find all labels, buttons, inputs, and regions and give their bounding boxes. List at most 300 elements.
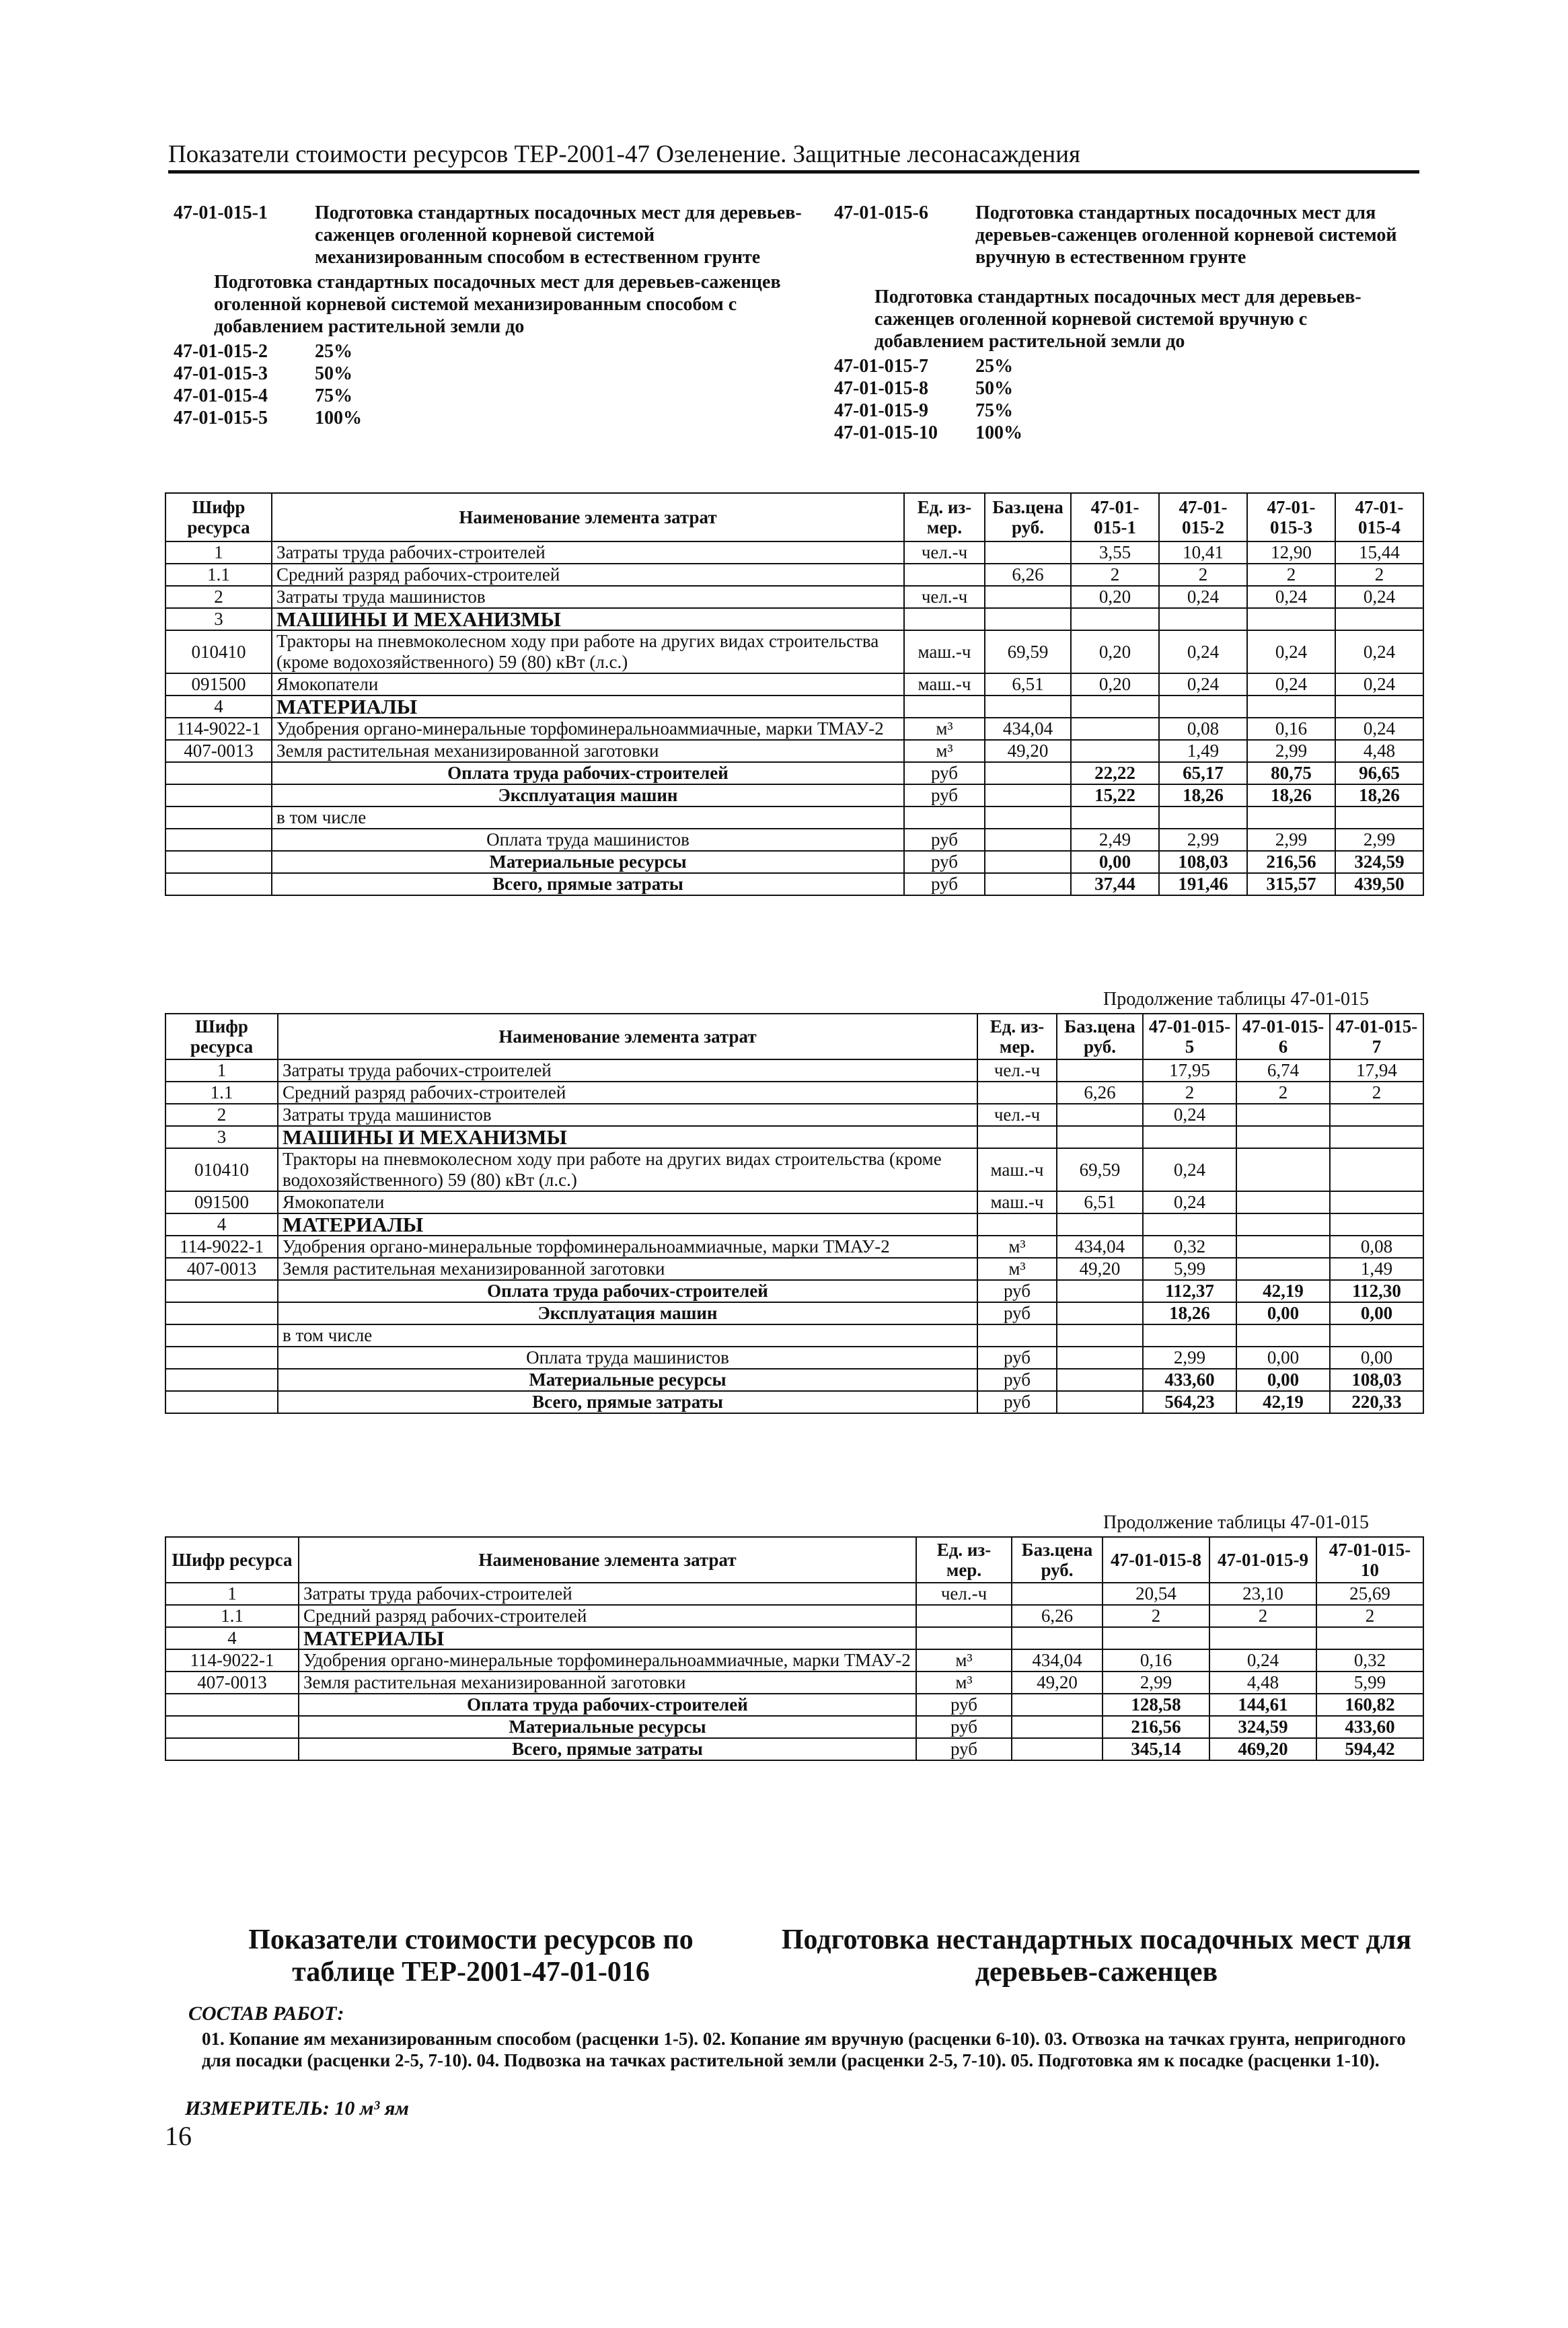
cell-code bbox=[165, 762, 272, 784]
right-variant: 47-01-015-10 100% bbox=[834, 422, 1022, 443]
cell-unit: м³ bbox=[904, 718, 985, 740]
cell-price bbox=[985, 806, 1071, 829]
cell-price bbox=[1012, 1694, 1103, 1716]
cell-value: 2,49 bbox=[1071, 829, 1159, 851]
cell-value bbox=[1330, 1213, 1423, 1236]
cell-price bbox=[1012, 1716, 1103, 1738]
header-unit: Ед. из-мер. bbox=[916, 1537, 1012, 1583]
cell-value: 0,24 bbox=[1247, 673, 1335, 696]
table-row bbox=[165, 1347, 1423, 1369]
table-row bbox=[165, 1738, 1423, 1760]
cell-price bbox=[1057, 1280, 1143, 1302]
header-unit: Ед. из-мер. bbox=[977, 1014, 1057, 1059]
table-row bbox=[165, 829, 1423, 851]
cell-code: 1.1 bbox=[165, 564, 272, 586]
cell-value: 0,08 bbox=[1159, 718, 1247, 740]
cell-code: 091500 bbox=[165, 1191, 278, 1213]
table-row bbox=[165, 1059, 1423, 1082]
cell-value: 0,16 bbox=[1103, 1649, 1209, 1672]
cell-value: 17,94 bbox=[1330, 1059, 1423, 1082]
cell-code bbox=[165, 851, 272, 873]
header-col: 47-01-015-8 bbox=[1103, 1537, 1209, 1583]
cell-value: 1,49 bbox=[1159, 740, 1247, 762]
cell-name: МАШИНЫ И МЕХАНИЗМЫ bbox=[272, 608, 904, 630]
header-code: Шифр ресурса bbox=[165, 1014, 278, 1059]
cell-price: 6,26 bbox=[1012, 1605, 1103, 1627]
cell-price bbox=[985, 762, 1071, 784]
table-row bbox=[165, 1258, 1423, 1280]
header-name: Наименование элемента затрат bbox=[299, 1537, 916, 1583]
cell-value: 1,49 bbox=[1330, 1258, 1423, 1280]
cell-value: 0,24 bbox=[1335, 630, 1423, 673]
cost-table-2 bbox=[165, 1013, 1424, 1414]
cell-value bbox=[1071, 740, 1159, 762]
cell-value: 128,58 bbox=[1103, 1694, 1209, 1716]
cell-unit: руб bbox=[916, 1738, 1012, 1760]
cell-name: в том числе bbox=[272, 806, 904, 829]
cell-code bbox=[165, 1716, 299, 1738]
cell-unit: руб bbox=[916, 1694, 1012, 1716]
cell-price bbox=[1057, 1059, 1143, 1082]
cell-price bbox=[985, 696, 1071, 718]
left-variant: 47-01-015-4 75% bbox=[174, 385, 352, 406]
cell-name: в том числе bbox=[278, 1324, 977, 1347]
cell-unit: м³ bbox=[977, 1258, 1057, 1280]
cell-value bbox=[1071, 608, 1159, 630]
cell-value bbox=[1159, 806, 1247, 829]
cell-unit: м³ bbox=[977, 1236, 1057, 1258]
right-variant: 47-01-015-9 75% bbox=[834, 400, 1013, 421]
cell-unit bbox=[904, 806, 985, 829]
cell-value bbox=[1247, 608, 1335, 630]
cell-value bbox=[1247, 806, 1335, 829]
cell-code: 010410 bbox=[165, 630, 272, 673]
cell-price bbox=[1012, 1627, 1103, 1649]
cell-value bbox=[1236, 1258, 1330, 1280]
cell-unit: руб bbox=[904, 851, 985, 873]
table-row bbox=[165, 630, 1423, 673]
cell-code bbox=[165, 1391, 278, 1413]
cell-code: 4 bbox=[165, 1213, 278, 1236]
cell-unit: маш.-ч bbox=[977, 1191, 1057, 1213]
cell-name: Затраты труда рабочих-строителей bbox=[299, 1583, 916, 1605]
table-row bbox=[165, 1148, 1423, 1191]
cell-name: Удобрения органо-минеральные торфоминеральноаммиачные, марки ТМАУ-2 bbox=[278, 1236, 977, 1258]
cell-unit: чел.-ч bbox=[904, 541, 985, 564]
cell-unit: чел.-ч bbox=[904, 586, 985, 608]
cell-name: Эксплуатация машин bbox=[278, 1302, 977, 1324]
next-table-subject: Подготовка нестандартных посадочных мест для деревьев-саженцев bbox=[781, 1924, 1412, 1988]
header-col: 47-01-015-2 bbox=[1159, 493, 1247, 541]
cell-unit: м³ bbox=[904, 740, 985, 762]
cell-code bbox=[165, 1369, 278, 1391]
table-row bbox=[165, 1391, 1423, 1413]
cost-table-1 bbox=[165, 492, 1424, 896]
cell-name: Оплата труда машинистов bbox=[278, 1347, 977, 1369]
table-row bbox=[165, 1694, 1423, 1716]
left-main-code: 47-01-015-1 bbox=[174, 202, 268, 223]
cell-code bbox=[165, 806, 272, 829]
cell-value: 216,56 bbox=[1103, 1716, 1209, 1738]
cell-code: 1 bbox=[165, 1583, 299, 1605]
cell-value: 0,24 bbox=[1247, 630, 1335, 673]
cell-name: Средний разряд рабочих-строителей bbox=[272, 564, 904, 586]
cell-price: 49,20 bbox=[985, 740, 1071, 762]
cell-unit: маш.-ч bbox=[904, 630, 985, 673]
cell-price: 49,20 bbox=[1012, 1672, 1103, 1694]
cell-name: Затраты труда машинистов bbox=[278, 1104, 977, 1126]
cell-value: 2,99 bbox=[1103, 1672, 1209, 1694]
left-variant: 47-01-015-2 25% bbox=[174, 341, 352, 362]
table-2-caption: Продолжение таблицы 47-01-015 bbox=[1103, 989, 1370, 1010]
cell-name: Тракторы на пневмоколесном ходу при работе на других видах строительства (кроме водохозяйственного) 59 (80) кВт (л.с.) bbox=[272, 630, 904, 673]
cell-value: 2 bbox=[1316, 1605, 1423, 1627]
cell-value: 144,61 bbox=[1209, 1694, 1316, 1716]
cell-value: 37,44 bbox=[1071, 873, 1159, 895]
cell-value bbox=[1335, 696, 1423, 718]
cell-price: 49,20 bbox=[1057, 1258, 1143, 1280]
cell-price: 6,51 bbox=[1057, 1191, 1143, 1213]
cost-table-3 bbox=[165, 1536, 1424, 1761]
cell-value: 18,26 bbox=[1335, 784, 1423, 806]
cell-value: 0,24 bbox=[1143, 1191, 1236, 1213]
cell-name: Материальные ресурсы bbox=[278, 1369, 977, 1391]
cell-code: 010410 bbox=[165, 1148, 278, 1191]
cell-name: МАТЕРИАЛЫ bbox=[272, 696, 904, 718]
cell-value: 0,16 bbox=[1247, 718, 1335, 740]
cell-value: 2 bbox=[1103, 1605, 1209, 1627]
cell-value: 0,24 bbox=[1335, 586, 1423, 608]
table-row bbox=[165, 564, 1423, 586]
cell-unit bbox=[904, 696, 985, 718]
cell-price bbox=[1057, 1391, 1143, 1413]
cell-value: 17,95 bbox=[1143, 1059, 1236, 1082]
cell-price: 69,59 bbox=[985, 630, 1071, 673]
table-row bbox=[165, 1126, 1423, 1148]
cell-value: 0,00 bbox=[1236, 1347, 1330, 1369]
cell-value bbox=[1071, 718, 1159, 740]
cell-value: 5,99 bbox=[1316, 1672, 1423, 1694]
cell-name: Оплата труда рабочих-строителей bbox=[299, 1694, 916, 1716]
cell-value: 4,48 bbox=[1209, 1672, 1316, 1694]
cell-value: 0,24 bbox=[1159, 673, 1247, 696]
cell-value bbox=[1159, 608, 1247, 630]
cell-name: Всего, прямые затраты bbox=[278, 1391, 977, 1413]
cell-value bbox=[1236, 1191, 1330, 1213]
cell-value: 15,44 bbox=[1335, 541, 1423, 564]
cell-name: Земля растительная механизированной заготовки bbox=[272, 740, 904, 762]
cell-unit: маш.-ч bbox=[904, 673, 985, 696]
cell-value: 191,46 bbox=[1159, 873, 1247, 895]
table-row bbox=[165, 696, 1423, 718]
cell-code bbox=[165, 1738, 299, 1760]
cell-price bbox=[1012, 1738, 1103, 1760]
cell-name: Всего, прямые затраты bbox=[272, 873, 904, 895]
cell-unit: руб bbox=[977, 1369, 1057, 1391]
cell-unit: руб bbox=[977, 1280, 1057, 1302]
cell-value: 564,23 bbox=[1143, 1391, 1236, 1413]
cell-value bbox=[1335, 806, 1423, 829]
cell-value bbox=[1071, 696, 1159, 718]
cell-code: 1.1 bbox=[165, 1605, 299, 1627]
cell-price bbox=[1012, 1583, 1103, 1605]
cell-value: 0,08 bbox=[1330, 1236, 1423, 1258]
cell-code bbox=[165, 1280, 278, 1302]
cell-value: 20,54 bbox=[1103, 1583, 1209, 1605]
cell-unit bbox=[977, 1324, 1057, 1347]
cell-value bbox=[1247, 696, 1335, 718]
cell-value: 0,24 bbox=[1159, 586, 1247, 608]
cell-value bbox=[1236, 1104, 1330, 1126]
header-col: 47-01-015-1 bbox=[1071, 493, 1159, 541]
cell-value: 469,20 bbox=[1209, 1738, 1316, 1760]
cell-value: 0,24 bbox=[1247, 586, 1335, 608]
cell-value bbox=[1143, 1213, 1236, 1236]
cell-name: Затраты труда рабочих-строителей bbox=[278, 1059, 977, 1082]
table-row bbox=[165, 784, 1423, 806]
cell-value: 6,74 bbox=[1236, 1059, 1330, 1082]
left-variant: 47-01-015-5 100% bbox=[174, 408, 362, 428]
cell-price bbox=[1057, 1126, 1143, 1148]
cell-value: 594,42 bbox=[1316, 1738, 1423, 1760]
table-row bbox=[165, 873, 1423, 895]
table-row bbox=[165, 1082, 1423, 1104]
cell-value: 0,24 bbox=[1335, 673, 1423, 696]
cell-price: 6,26 bbox=[1057, 1082, 1143, 1104]
cell-unit: чел.-ч bbox=[977, 1104, 1057, 1126]
table-row bbox=[165, 608, 1423, 630]
header-price: Баз.цена руб. bbox=[1057, 1014, 1143, 1059]
next-table-title: Показатели стоимости ресурсов по таблице ТЕР-2001-47-01-016 bbox=[248, 1924, 694, 1988]
cell-value: 2 bbox=[1209, 1605, 1316, 1627]
cell-value: 108,03 bbox=[1159, 851, 1247, 873]
cell-code: 3 bbox=[165, 1126, 278, 1148]
cell-code: 114-9022-1 bbox=[165, 1236, 278, 1258]
cell-price: 434,04 bbox=[1012, 1649, 1103, 1672]
cell-code: 1 bbox=[165, 541, 272, 564]
cell-value: 345,14 bbox=[1103, 1738, 1209, 1760]
cell-value: 2,99 bbox=[1247, 740, 1335, 762]
table-row bbox=[165, 1191, 1423, 1213]
cell-price bbox=[985, 829, 1071, 851]
table-row bbox=[165, 740, 1423, 762]
cell-code: 1.1 bbox=[165, 1082, 278, 1104]
cell-name: Средний разряд рабочих-строителей bbox=[278, 1082, 977, 1104]
sostav-label: СОСТАВ РАБОТ: bbox=[188, 2002, 344, 2025]
cell-value bbox=[1159, 696, 1247, 718]
cell-unit: чел.-ч bbox=[977, 1059, 1057, 1082]
left-description-block bbox=[174, 202, 806, 429]
cell-value: 2,99 bbox=[1247, 829, 1335, 851]
cell-value bbox=[1143, 1126, 1236, 1148]
table-row bbox=[165, 1605, 1423, 1627]
header-col: 47-01-015-6 bbox=[1236, 1014, 1330, 1059]
cell-value bbox=[1335, 608, 1423, 630]
table-row bbox=[165, 541, 1423, 564]
cell-price bbox=[1057, 1369, 1143, 1391]
table-row bbox=[165, 1213, 1423, 1236]
cell-code: 3 bbox=[165, 608, 272, 630]
left-sub-desc: Подготовка стандартных посадочных мест для деревьев-саженцев оголенной корневой системой механизированным способом с добавлением растительной земли до bbox=[214, 272, 781, 337]
cell-value bbox=[1236, 1148, 1330, 1191]
cell-code: 4 bbox=[165, 696, 272, 718]
cell-value: 433,60 bbox=[1143, 1369, 1236, 1391]
cell-value: 0,24 bbox=[1209, 1649, 1316, 1672]
cell-price: 6,51 bbox=[985, 673, 1071, 696]
cell-unit: чел.-ч bbox=[916, 1583, 1012, 1605]
cell-name: МАТЕРИАЛЫ bbox=[278, 1213, 977, 1236]
table-row bbox=[165, 1649, 1423, 1672]
cell-unit bbox=[904, 608, 985, 630]
cell-code bbox=[165, 829, 272, 851]
cell-value: 2 bbox=[1071, 564, 1159, 586]
cell-price bbox=[985, 851, 1071, 873]
cell-unit: руб bbox=[977, 1302, 1057, 1324]
cell-unit: руб bbox=[904, 873, 985, 895]
cell-value: 324,59 bbox=[1209, 1716, 1316, 1738]
cell-value: 112,37 bbox=[1143, 1280, 1236, 1302]
table-row bbox=[165, 586, 1423, 608]
cell-code bbox=[165, 1324, 278, 1347]
cell-value: 80,75 bbox=[1247, 762, 1335, 784]
cell-value: 96,65 bbox=[1335, 762, 1423, 784]
cell-price bbox=[1057, 1213, 1143, 1236]
cell-value: 0,00 bbox=[1330, 1347, 1423, 1369]
table-row bbox=[165, 673, 1423, 696]
cell-price: 6,26 bbox=[985, 564, 1071, 586]
header-code: Шифр ресурса bbox=[165, 1537, 299, 1583]
cell-value: 2 bbox=[1159, 564, 1247, 586]
cell-name: Оплата труда машинистов bbox=[272, 829, 904, 851]
cell-code: 2 bbox=[165, 1104, 278, 1126]
table-body bbox=[165, 1583, 1423, 1760]
cell-value bbox=[1236, 1213, 1330, 1236]
cell-unit bbox=[904, 564, 985, 586]
cell-code bbox=[165, 784, 272, 806]
cell-unit: маш.-ч bbox=[977, 1148, 1057, 1191]
header-unit: Ед. из-мер. bbox=[904, 493, 985, 541]
cell-value: 2,99 bbox=[1143, 1347, 1236, 1369]
header-name: Наименование элемента затрат bbox=[272, 493, 904, 541]
table-row bbox=[165, 1104, 1423, 1126]
cell-value: 3,55 bbox=[1071, 541, 1159, 564]
cell-value: 23,10 bbox=[1209, 1583, 1316, 1605]
cell-price bbox=[1057, 1324, 1143, 1347]
cell-value bbox=[1209, 1627, 1316, 1649]
cell-price bbox=[1057, 1347, 1143, 1369]
cell-code bbox=[165, 1694, 299, 1716]
right-description-block bbox=[834, 202, 1419, 444]
cell-code bbox=[165, 873, 272, 895]
cell-value: 433,60 bbox=[1316, 1716, 1423, 1738]
header-price: Баз.цена руб. bbox=[1012, 1537, 1103, 1583]
cell-value bbox=[1103, 1627, 1209, 1649]
cell-value: 2 bbox=[1335, 564, 1423, 586]
cell-value: 10,41 bbox=[1159, 541, 1247, 564]
cell-price bbox=[985, 873, 1071, 895]
right-main-code: 47-01-015-6 bbox=[834, 202, 928, 223]
cell-unit bbox=[977, 1126, 1057, 1148]
cell-value: 15,22 bbox=[1071, 784, 1159, 806]
right-sub-desc: Подготовка стандартных посадочных мест для деревьев-саженцев оголенной корневой системой вручную с добавлением растительной земли до bbox=[874, 287, 1361, 352]
cell-value: 0,00 bbox=[1236, 1369, 1330, 1391]
cell-name: Земля растительная механизированной заготовки bbox=[299, 1672, 916, 1694]
sostav-text: 01. Копание ям механизированным способом (расценки 1-5). 02. Копание ям вручную (расценки 6-10). 03. Отвозка на тачках грунта, непригодного для посадки (расценки 2-5, 7-10). 04. Подвозка на тачках растительной земли (расценки 2-5, 7-10). 05. Подготовка ям к посадке (расценки 1-10). bbox=[202, 2029, 1406, 2070]
cell-price bbox=[985, 586, 1071, 608]
left-main-desc: Подготовка стандартных посадочных мест для деревьев-саженцев оголенной корневой системой механизированным способом в естественном грунте bbox=[315, 202, 802, 268]
cell-value: 42,19 bbox=[1236, 1391, 1330, 1413]
cell-name: Оплата труда рабочих-строителей bbox=[278, 1280, 977, 1302]
page-header: Показатели стоимости ресурсов ТЕР-2001-47 Озеленение. Защитные лесонасаждения bbox=[168, 141, 1081, 168]
cell-unit: руб bbox=[904, 762, 985, 784]
cell-name: Затраты труда машинистов bbox=[272, 586, 904, 608]
cell-value: 220,33 bbox=[1330, 1391, 1423, 1413]
cell-code bbox=[165, 1302, 278, 1324]
cell-name: Ямокопатели bbox=[272, 673, 904, 696]
header-col: 47-01-015-4 bbox=[1335, 493, 1423, 541]
cell-price bbox=[1057, 1104, 1143, 1126]
cell-name: Средний разряд рабочих-строителей bbox=[299, 1605, 916, 1627]
table-row bbox=[165, 762, 1423, 784]
cell-value: 0,32 bbox=[1143, 1236, 1236, 1258]
table-row bbox=[165, 1369, 1423, 1391]
cell-value bbox=[1330, 1148, 1423, 1191]
header-price: Баз.цена руб. bbox=[985, 493, 1071, 541]
cell-value: 324,59 bbox=[1335, 851, 1423, 873]
table-row bbox=[165, 1627, 1423, 1649]
cell-name: Материальные ресурсы bbox=[272, 851, 904, 873]
cell-price: 69,59 bbox=[1057, 1148, 1143, 1191]
cell-code: 091500 bbox=[165, 673, 272, 696]
cell-value: 0,32 bbox=[1316, 1649, 1423, 1672]
cell-value: 0,24 bbox=[1335, 718, 1423, 740]
cell-name: МАТЕРИАЛЫ bbox=[299, 1627, 916, 1649]
header-rule bbox=[168, 170, 1419, 174]
cell-name: Ямокопатели bbox=[278, 1191, 977, 1213]
cell-value: 2 bbox=[1247, 564, 1335, 586]
page-number: 16 bbox=[165, 2121, 192, 2151]
cell-value: 4,48 bbox=[1335, 740, 1423, 762]
cell-code: 1 bbox=[165, 1059, 278, 1082]
cell-name: Всего, прямые затраты bbox=[299, 1738, 916, 1760]
header-col: 47-01-015-9 bbox=[1209, 1537, 1316, 1583]
cell-code: 407-0013 bbox=[165, 1258, 278, 1280]
cell-unit bbox=[977, 1082, 1057, 1104]
cell-value bbox=[1330, 1191, 1423, 1213]
cell-price bbox=[1057, 1302, 1143, 1324]
header-col: 47-01-015-3 bbox=[1247, 493, 1335, 541]
cell-value: 108,03 bbox=[1330, 1369, 1423, 1391]
cell-value: 0,00 bbox=[1236, 1302, 1330, 1324]
cell-name: Оплата труда рабочих-строителей bbox=[272, 762, 904, 784]
cell-value: 18,26 bbox=[1247, 784, 1335, 806]
cell-value: 25,69 bbox=[1316, 1583, 1423, 1605]
cell-value bbox=[1316, 1627, 1423, 1649]
cell-value: 0,00 bbox=[1071, 851, 1159, 873]
left-variant: 47-01-015-3 50% bbox=[174, 363, 352, 384]
cell-value: 2 bbox=[1330, 1082, 1423, 1104]
cell-name: Затраты труда рабочих-строителей bbox=[272, 541, 904, 564]
cell-unit: руб bbox=[977, 1391, 1057, 1413]
cell-value: 42,19 bbox=[1236, 1280, 1330, 1302]
table-row bbox=[165, 1672, 1423, 1694]
table-row bbox=[165, 1324, 1423, 1347]
right-main-desc: Подготовка стандартных посадочных мест для деревьев-саженцев оголенной корневой системой вручную в естественном грунте bbox=[975, 202, 1397, 268]
cell-value: 5,99 bbox=[1143, 1258, 1236, 1280]
cell-value: 0,24 bbox=[1143, 1104, 1236, 1126]
cell-unit bbox=[916, 1627, 1012, 1649]
cell-name: Эксплуатация машин bbox=[272, 784, 904, 806]
